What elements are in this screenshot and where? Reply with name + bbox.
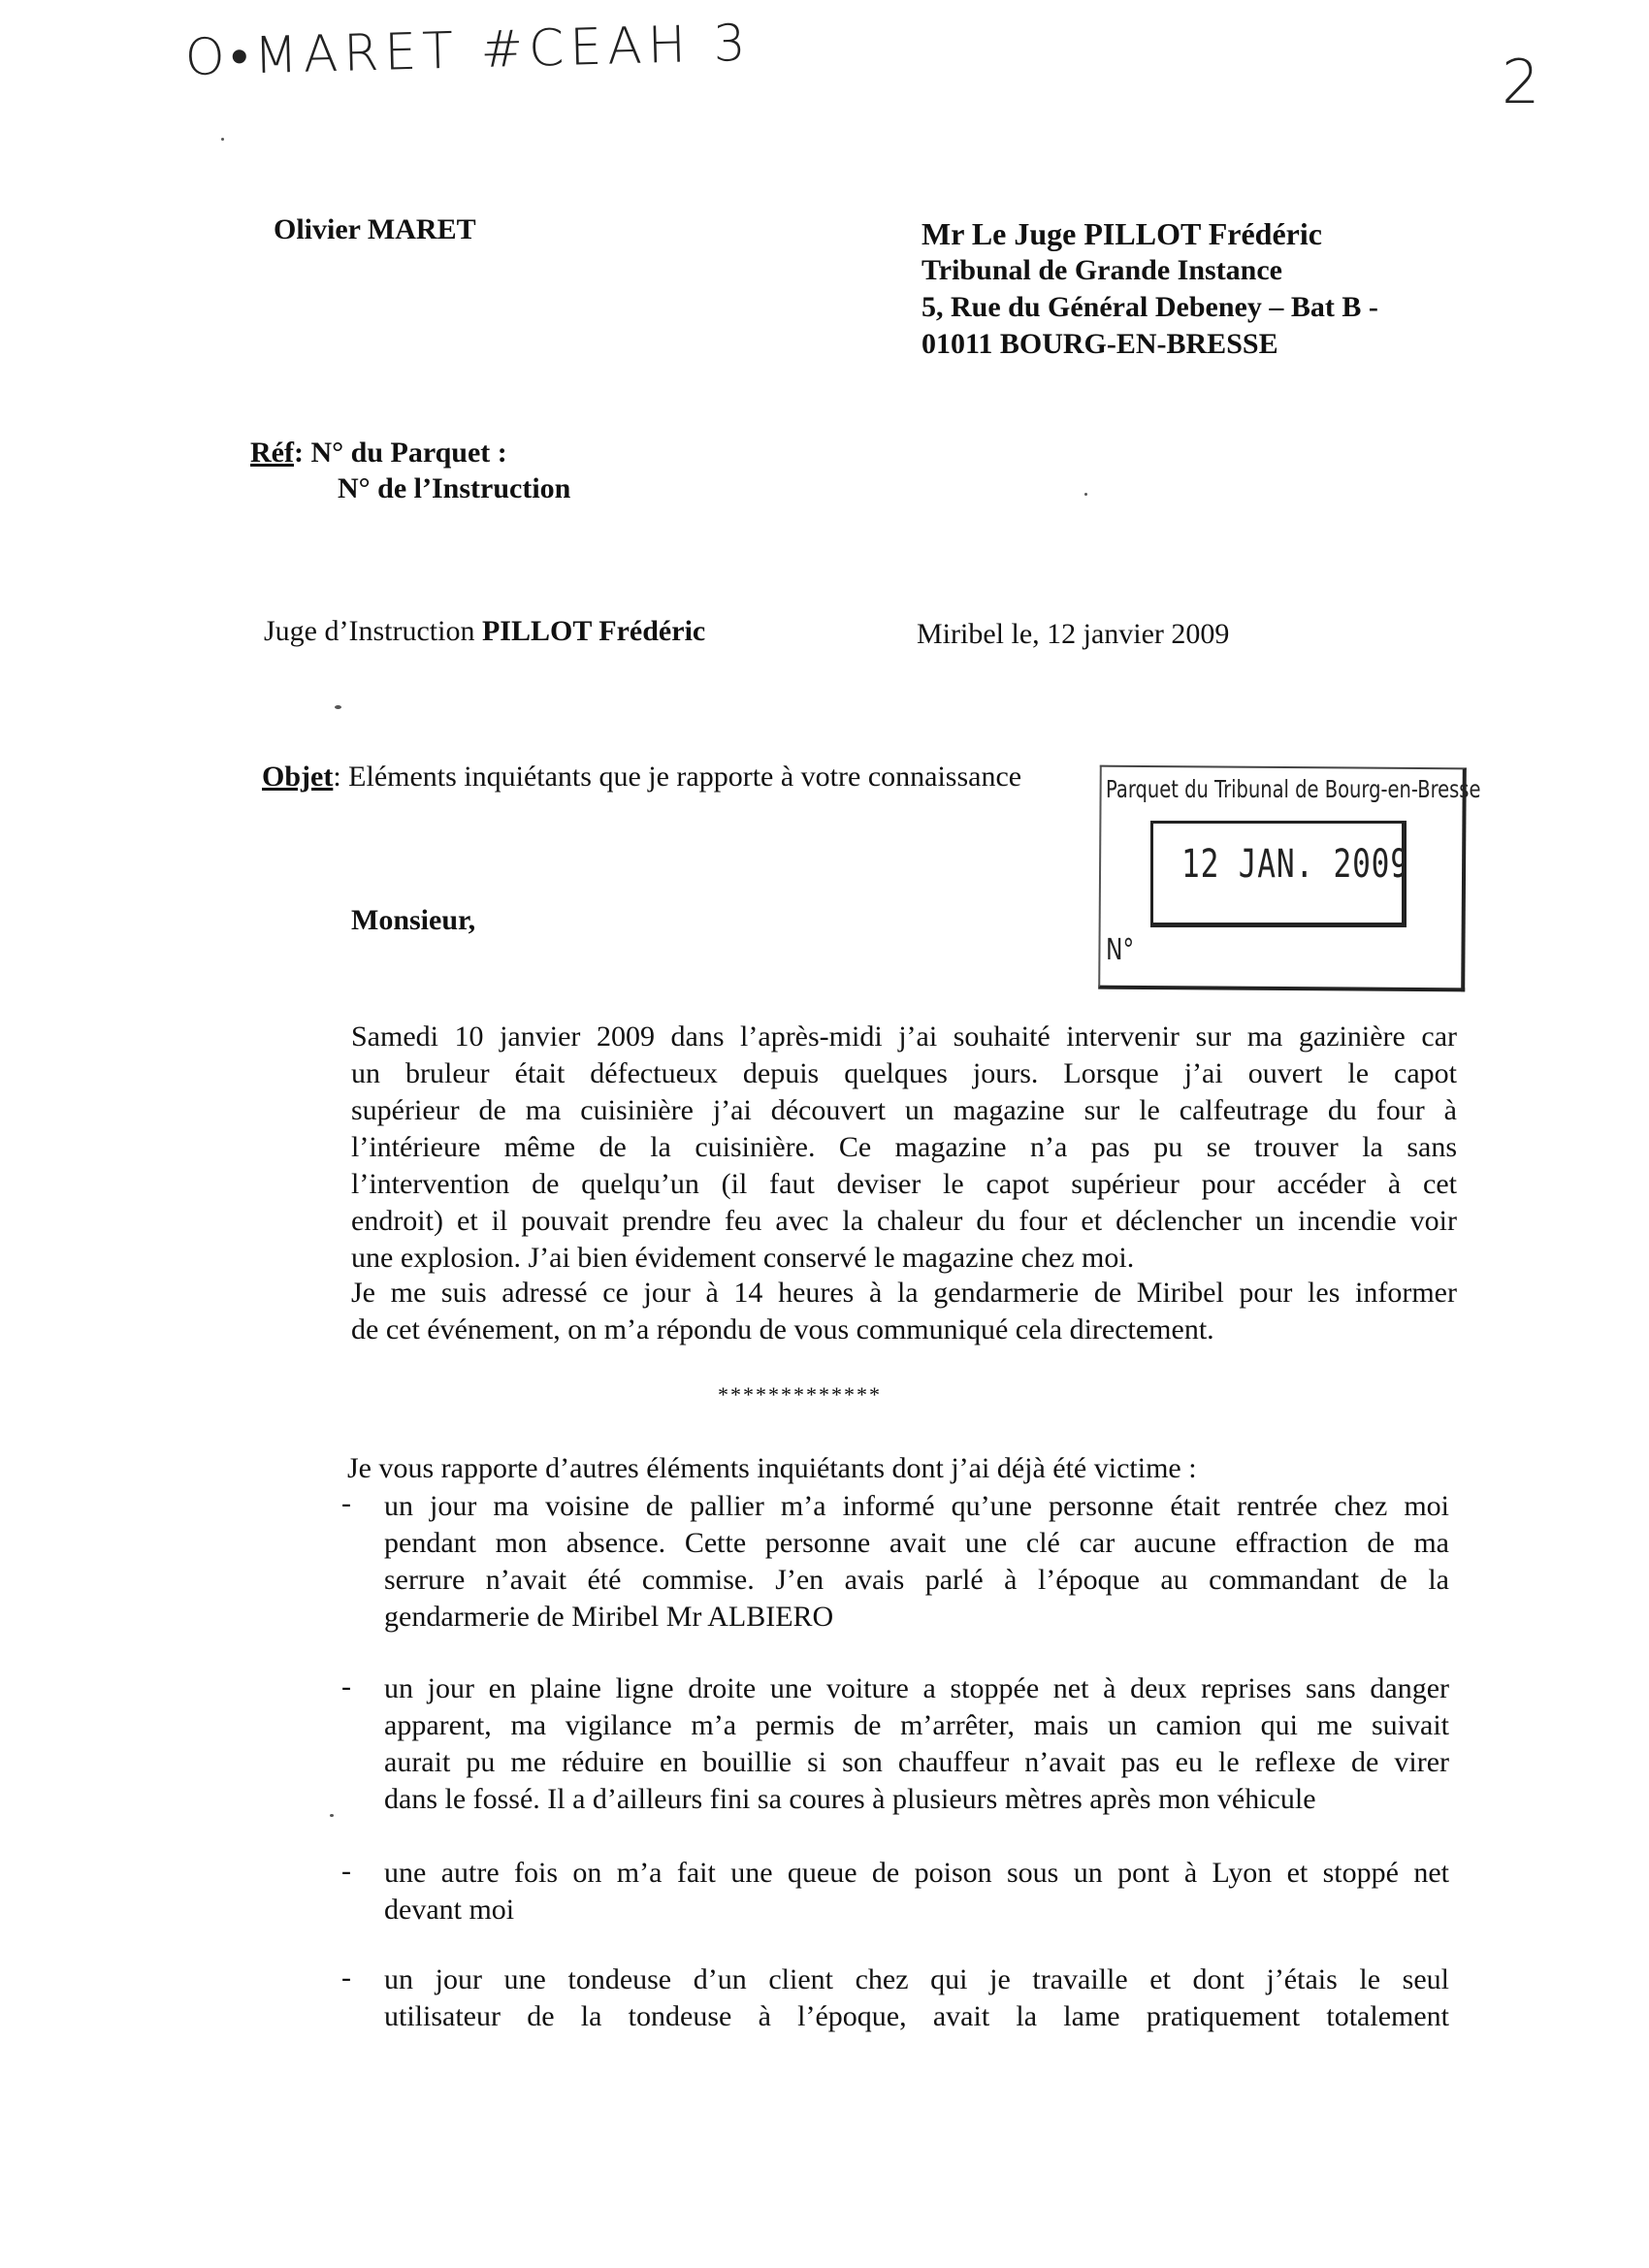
scan-speck bbox=[330, 1814, 334, 1817]
objet-text: : Eléments inquiétants que je rapporte à votre connaissance bbox=[333, 761, 1022, 793]
bullet-item-1 bbox=[384, 1488, 1449, 1636]
bullet-item-3 bbox=[384, 1855, 1449, 1928]
recipient-line-1: Mr Le Juge PILLOT Frédéric bbox=[922, 216, 1322, 251]
bullet-line: un jour ma voisine de pallier m’a informé qu’une personne était rentrée chez moi bbox=[384, 1490, 1449, 1522]
bullet-marker: - bbox=[341, 1855, 351, 1887]
bullet-line: un jour en plaine ligne droite une voiture a stoppée net à deux reprises sans danger bbox=[384, 1672, 1449, 1704]
reference-parquet-text: : N° du Parquet : bbox=[293, 437, 507, 469]
paragraph-1-line: Je me suis adressé ce jour à 14 heures à la gendarmerie de Miribel pour les informer bbox=[351, 1277, 1457, 1309]
scan-speck bbox=[335, 705, 341, 709]
bullet-line: serrure n’avait été commise. J’en avais parlé à l’époque au commandant de la bbox=[384, 1564, 1449, 1596]
bullet-marker: - bbox=[341, 1670, 351, 1702]
objet-label: Objet bbox=[262, 761, 334, 793]
handwritten-header-note: O•MARET #CEAH 3 bbox=[184, 14, 753, 87]
bullet-line: aurait pu me réduire en bouillie si son chauffeur n’avait pas eu le reflexe de virer bbox=[384, 1746, 1449, 1778]
paragraph-1-line: de cet événement, on m’a répondu de vous communiqué cela directement. bbox=[351, 1313, 1214, 1345]
objet-line bbox=[262, 759, 1021, 795]
juge-label: Juge d’Instruction bbox=[264, 615, 475, 647]
paragraph-1-line: supérieur de ma cuisinière j’ai découvert un magazine sur le calfeutrage du four à bbox=[351, 1094, 1457, 1126]
bullet-item-2 bbox=[384, 1670, 1449, 1818]
place-date: Miribel le, 12 janvier 2009 bbox=[917, 618, 1230, 650]
paragraph-1-line: l’intérieure même de la cuisinière. Ce magazine n’a pas pu se trouver la sans bbox=[351, 1131, 1457, 1163]
recipient-line-3: 5, Rue du Général Debeney – Bat B - bbox=[922, 291, 1378, 323]
juge-line bbox=[264, 613, 705, 650]
reference-instruction: N° de l’Instruction bbox=[338, 472, 571, 504]
handwritten-page-number: 2 bbox=[1502, 47, 1540, 117]
bullet-item-4 bbox=[384, 1961, 1449, 2035]
paragraph-1-line: l’intervention de quelqu’un (il faut deviser le capot supérieur pour accéder à cet bbox=[351, 1168, 1457, 1200]
paragraph-1-line: Samedi 10 janvier 2009 dans l’après-midi j’ai souhaité intervenir sur ma gazinière car bbox=[351, 1021, 1457, 1053]
recipient-line-4: 01011 BOURG-EN-BRESSE bbox=[922, 328, 1278, 360]
bullet-line: utilisateur de la tondeuse à l’époque, avait la lame pratiquement totalement bbox=[384, 2000, 1449, 2032]
bullet-line: pendant mon absence. Cette personne avait une clé car aucune effraction de ma bbox=[384, 1527, 1449, 1559]
bullet-marker: - bbox=[341, 1961, 351, 1993]
paragraph-1-line: une explosion. J’ai bien évidement conservé le magazine chez moi. bbox=[351, 1242, 1135, 1274]
sender-name: Olivier MARET bbox=[274, 213, 476, 245]
reference-parquet bbox=[250, 435, 507, 471]
recipient-line-2: Tribunal de Grande Instance bbox=[922, 254, 1282, 286]
bullet-marker: - bbox=[341, 1487, 351, 1519]
stamp-number-label: N° bbox=[1106, 933, 1135, 967]
bullet-line: une autre fois on m’a fait une queue de poison sous un pont à Lyon et stoppé net bbox=[384, 1857, 1449, 1889]
paragraph-1 bbox=[351, 1019, 1457, 1348]
salutation: Monsieur, bbox=[351, 904, 476, 936]
bullet-line: apparent, ma vigilance m’a permis de m’arrêter, mais un camion qui me suivait bbox=[384, 1709, 1449, 1741]
stamp-title: Parquet du Tribunal de Bourg-en-Bresse bbox=[1106, 775, 1481, 803]
bullet-line: devant moi bbox=[384, 1894, 515, 1926]
paragraph-1-line: endroit) et il pouvait prendre feu avec la chaleur du four et déclencher un incendie voir bbox=[351, 1205, 1457, 1237]
scan-speck bbox=[1084, 493, 1087, 496]
bullet-line: un jour une tondeuse d’un client chez qui je travaille et dont j’étais le seul bbox=[384, 1963, 1449, 1995]
reference-label: Réf bbox=[250, 437, 294, 469]
bullet-line: gendarmerie de Miribel Mr ALBIERO bbox=[384, 1601, 834, 1633]
separator-stars: ************* bbox=[718, 1382, 882, 1407]
paragraph-1-line: un bruleur était défectueux depuis quelques jours. Lorsque j’ai ouvert le capot bbox=[351, 1057, 1457, 1089]
juge-name: PILLOT Frédéric bbox=[481, 615, 706, 647]
scan-speck bbox=[221, 138, 224, 141]
bullet-line: dans le fossé. Il a d’ailleurs fini sa coures à plusieurs mètres après mon véhicule bbox=[384, 1783, 1316, 1815]
intro-paragraph-2: Je vous rapporte d’autres éléments inquiétants dont j’ai déjà été victime : bbox=[347, 1452, 1197, 1484]
recipient-address bbox=[922, 215, 1378, 363]
stamp-date: 12 JAN. 2009 bbox=[1181, 842, 1409, 887]
